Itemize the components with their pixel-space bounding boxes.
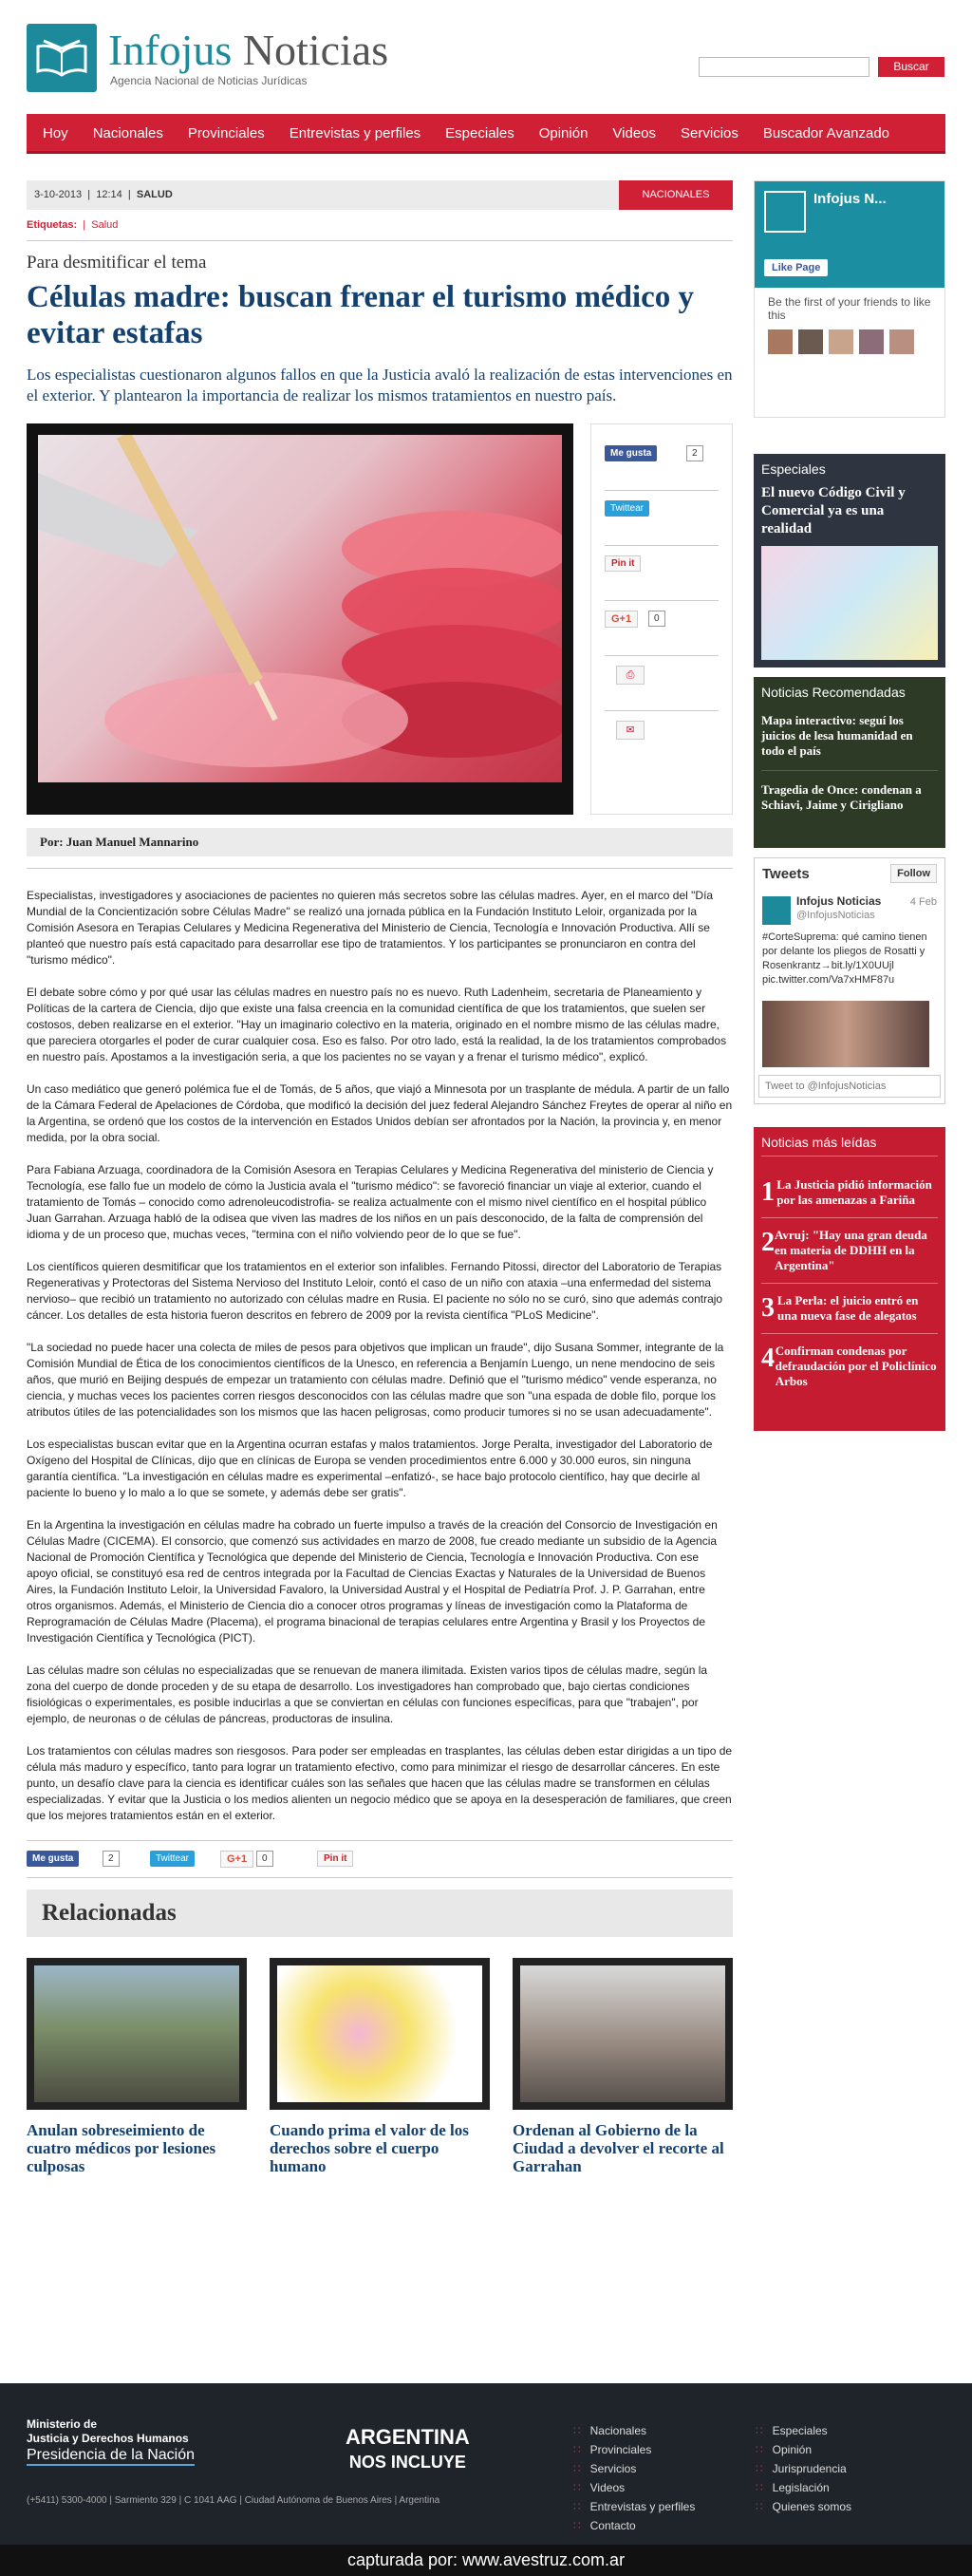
google-plus-button[interactable]: G+1: [220, 1851, 253, 1868]
site-footer: [0, 2383, 972, 2545]
paragraph: "La sociedad no puede hacer una colecta de miles de pesos para objetivos que implican un fraude", dijo Susana Sommer, integrante de la Comisión Mundial de Ética de los conocimientos científicos de la Unesco, en referencia a Benjamín Luengo, un nene mendocino de seis años, que murió en Beijing después de empezar un tratamiento con células madre. Definió que el "turismo médico" vende esperanza, no ciencia, y muchas veces los pacientes corren riesgos desconocidos con las células madre que son "una espada de doble filo, porque los atributos útiles de las potencialidades son los mismos que las hacen peligrosas, como producir tumores si no se usan adecuadamente".: [27, 1341, 724, 1419]
article-title: Células madre: buscan frenar el turismo médico y evitar estafas: [27, 280, 695, 350]
section-badge[interactable]: NACIONALES: [619, 180, 733, 210]
paragraph: Un caso mediático que generó polémica fue el de Tomás, de 5 años, que viajó a Minnesota por un trasplante de médula. A partir de un fallo de la Cámara Federal de Apelaciones de Córdoba, que modificó la decisión del juez federal Alejandro Sánchez Freytes de operar al niño en la Argentina, se ordenó que los costos de la intervención en Estados Unidos debían ser afrontados por la Nación, la provincia y, en menor medida, por la obra social.: [27, 1082, 733, 1144]
related-list: [27, 1958, 733, 2175]
nav-buscador[interactable]: Buscador Avanzado: [762, 125, 890, 141]
paragraph: Los tratamientos con células madres son riesgosos. Para poder ser empleadas en trasplantes, las células deben estar dirigidas a un tipo de célula más maduro y específico, tanto para lograr un tratamiento efectivo, como para minimizar el riesgo de desarrollar cánceres. En este punto, un desafío clave para la ciencia es identificar cuáles son las señales que hacen que las células madre se transformen en células especializadas. Y evitar que la Justicia o los medios alienten un negocio médico que se apoya en la desesperación de familiares, que creen que los mejores tratamientos están en el exterior.: [27, 1744, 733, 1822]
tweet-avatar[interactable]: [762, 896, 791, 925]
article-date: 3-10-2013: [34, 189, 83, 200]
article-body: [27, 888, 733, 1824]
pinterest-button[interactable]: Pin it: [317, 1851, 353, 1867]
like-page-button[interactable]: Like Page: [764, 259, 828, 276]
twitter-widget: Tweets Follow Infojus Noticias 4 Feb @InfojusNoticias #CorteSuprema: qué camino tienen por delante los pliegos de Rosatti y Rosenkrantz→bit.ly/1X0UUjl pic.twitter.com/Va7xHMF87u Tweet to @InfojusNoticias: [754, 857, 945, 1104]
nav-especiales[interactable]: Especiales: [445, 125, 514, 141]
tag-link[interactable]: Salud: [91, 219, 119, 231]
paragraph: En la Argentina la investigación en células madre ha cobrado un fuerte impulso a través de la creación del Consorcio de Investigación en Células Madre (CICEMA). El consorcio, que comenzó sus actividades en marzo de 2008, fue creado mediante un subsidio de la Agencia Nacional de Promoción Científica y Tecnológica que depende del Ministerio de Ciencia, Tecnología e Innovación Productiva. Con ese apoyo oficial, se constituyó esa red de centros integrada por la Facultad de Ciencias Exactas y Naturales de la Universidad de Buenos Aires, la Fundación Instituto Leloir, la Universidad Favaloro, la Universidad Austral y el Hospital de Pediatría Prof. J. P. Garrahan, entre otros organismos. Además, el Ministerio de Ciencia dio a conocer otros programas y líneas de investigación como la Plataforma de Reprogramación de Células Madre (Placema), el programa binacional de terapias celulares entre Argentina y Brasil y los Proyectos de Investigación Científica y Tecnológica (PICT).: [27, 1518, 718, 1645]
friend-avatar[interactable]: [798, 329, 823, 354]
fb-page-name[interactable]: Infojus N...: [813, 191, 887, 207]
nav-hoy[interactable]: Hoy: [43, 125, 68, 141]
page-avatar[interactable]: [764, 191, 806, 233]
plus-count: 0: [256, 1851, 273, 1867]
print-icon[interactable]: ⎙: [616, 666, 645, 685]
pipette-petri-image: [38, 435, 562, 782]
search-button[interactable]: Buscar: [878, 57, 944, 77]
like-count: 2: [103, 1851, 120, 1867]
site-title[interactable]: Infojus Noticias: [108, 26, 389, 74]
most-read-item[interactable]: 1 La Justicia pidió información por las amenazas a Fariña: [761, 1168, 938, 1218]
paragraph: Para Fabiana Arzuaga, coordinadora de la Comisión Asesora en Terapias Celulares y Medicina Regenerativa del ministerio de Ciencia y Tecnología, ese fallo fue un modelo de cómo la Justicia avala el "turismo médico": se favoreció financiar un viaje al exterior, cuando el tratamiento de Tomás – conocido como adrenoleucodistrofia- se realiza actualmente con el mismo nivel científico en el hospital público Juan Garrahan. Arzuaga habló de la odisea que viven las madres de los niños en un país desconocido, de la falta de comprensión del idioma y de un proceso que, muchas veces, "termina con el niño volviendo peor de lo que se fue".: [27, 1163, 714, 1241]
paragraph: Los científicos quieren desmitificar que los tratamientos en el exterior son infalibles. Fernando Pitossi, director del Laboratorio de Terapias Regenerativas y Protectoras del Sistema Nervioso del Instituto Leloir, contó el caso de un niño con ataxia –una enfermedad del sistema nervioso– que recibió un tratamiento no autorizado con células madre en Rusia. El paciente no sólo no se curó, sino que además contrajo cáncer. Los detalles de esta historia fueron descritos en febrero de 2009 por la revista científica "PLoS Medicine".: [27, 1260, 723, 1322]
footer-links-2: ∷ Especiales ∷ Opinión ∷ Jurisprudencia ∷ Legislación ∷ Quienes somos: [756, 2421, 851, 2516]
friend-avatar[interactable]: [859, 329, 884, 354]
nav-provinciales[interactable]: Provinciales: [187, 125, 265, 141]
article-photo: [27, 423, 573, 815]
especiales-box[interactable]: Especiales El nuevo Código Civil y Comercial ya es una realidad: [754, 454, 945, 668]
especiales-image[interactable]: [761, 546, 938, 660]
article-kicker: Para desmitificar el tema: [27, 253, 207, 273]
paragraph: Las células madre son células no especializadas que se renuevan de manera ilimitada. Existen varios tipos de células madre, según la zona del cuerpo de donde proceden y de su etapa de desarrollo. Los investigadores han comprobado que, bajo ciertas condiciones fisiológicas o experimentales, es posible inducirlas a que se conviertan en células con funciones específicas, para que "trabajen", por ejemplo, de neuronas o de células de páncreas, productoras de insulina.: [27, 1664, 708, 1725]
nav-videos[interactable]: Videos: [612, 125, 657, 141]
sidebar: [754, 180, 945, 1431]
friend-avatar[interactable]: [768, 329, 793, 354]
nav-nacionales[interactable]: Nacionales: [92, 125, 163, 141]
follow-button[interactable]: Follow: [890, 864, 937, 883]
related-item[interactable]: Cuando prima el valor de los derechos sobre el cuerpo humano: [270, 1958, 490, 2175]
paragraph: El debate sobre cómo y por qué usar las células madres en nuestro país no es nuevo. Ruth Ladenheim, secretaria de Planeamiento y Políticas de la cartera de Ciencia, dijo que existe una falsa creencia en la comunidad científica de que los tratamientos, que suelen ser costosos, deben realizarse en el exterior. "Hay un imaginario colectivo en la materia, originado en el nombre mismo de las células madre, que pareciera otorgarles el poder de curar cualquier cosa. Eso es falso. Por otro lado, está la realidad, la de los tratamientos comprobados en nuestro país. Apostamos a la investigación seria, a que los pacientes no se vayan y a frenar el turismo médico", explicó.: [27, 986, 727, 1063]
tweet-button[interactable]: Twittear: [150, 1851, 195, 1867]
facebook-widget: [754, 180, 945, 418]
nav-servicios[interactable]: Servicios: [681, 125, 738, 141]
nav-entrevistas[interactable]: Entrevistas y perfiles: [289, 125, 421, 141]
logo[interactable]: [27, 24, 97, 92]
ministry-logo[interactable]: Ministerio de Justicia y Derechos Humanos Presidencia de la Nación: [27, 2417, 195, 2466]
recommended-item[interactable]: Mapa interactivo: seguí los juicios de lesa humanidad en todo el país: [761, 713, 938, 771]
share-bar-bottom: [27, 1840, 733, 1878]
article-time: 12:14: [96, 189, 122, 200]
search-input[interactable]: [699, 57, 869, 77]
footer-links-1: ∷ Nacionales ∷ Provinciales ∷ Servicios ∷ Videos ∷ Entrevistas y perfiles ∷ Contacto: [573, 2421, 695, 2535]
capture-credit: capturada por: www.avestruz.com.ar: [0, 2545, 972, 2576]
fb-friends: Be the first of your friends to like this: [768, 295, 931, 322]
tweet-image[interactable]: [762, 1001, 929, 1067]
main-nav: [27, 114, 945, 154]
article-meta: 3-10-2013 | 12:14 | SALUD NACIONALES: [27, 180, 733, 210]
most-read-item[interactable]: 2 Avruj: "Hay una gran deuda en materia de DDHH en la Argentina": [761, 1218, 938, 1284]
like-count: 2: [686, 445, 703, 461]
recommended-item[interactable]: Tragedia de Once: condenan a Schiavi, Jaime y Cirigliano: [761, 782, 922, 812]
tweet-text: #CorteSuprema: qué camino tienen por delante los pliegos de Rosatti y Rosenkrantz→bit.ly/1X0UUjl pic.twitter.com/Va7xHMF87u: [762, 931, 927, 986]
related-image[interactable]: [27, 1958, 247, 2110]
byline: Por: Juan Manuel Mannarino: [27, 828, 733, 856]
argentina-nos-incluye-logo: ARGENTINA NOS INCLUYE: [346, 2425, 470, 2472]
tweet-button[interactable]: Twittear: [605, 500, 649, 517]
related-image[interactable]: [513, 1958, 733, 2110]
most-read-item[interactable]: 4 Confirman condenas por defraudación por el Policlínico Arbos: [761, 1344, 937, 1388]
most-read-box: Noticias más leídas 1 La Justicia pidió información por las amenazas a Fariña 2 Avruj: "Hay una gran deuda en materia de DDHH en la Argentina" 3 La Perla: el juicio entró en una nueva fase de alegatos 4 Confirman condenas por defraudación por el Policlínico Arbos: [754, 1127, 945, 1431]
friend-avatar[interactable]: [889, 329, 914, 354]
google-plus-button[interactable]: G+1: [605, 611, 638, 628]
paragraph: Especialistas, investigadores y asociaciones de pacientes no quieren más secretos sobre las células madres. Ayer, en el marco del "Día Mundial de la Concientización sobre Células Madre" se realizó una jornada pública en la Fundación Instituto Leloir, organizada por la Comisión Asesora en Terapias Celulares y Medicina Regenerativa del Ministerio de Ciencia, Tecnología e Innovación Productiva. Allí se planteó que nuestro país está capacitado para desarrollar ese tipo de tratamientos. Y los participantes se pronunciaron en contra del "turismo médico".: [27, 889, 714, 967]
email-icon[interactable]: ✉: [616, 721, 645, 740]
article-lead: Los especialistas cuestionaron algunos fallos en que la Justicia avaló la realización de estas intervenciones en el exterior. Y plantearon la importancia de realizar los mismos tratamientos en nuestro país.: [27, 366, 733, 404]
most-read-item[interactable]: 3 La Perla: el juicio entró en una nueva fase de alegatos: [761, 1284, 938, 1334]
friend-avatar[interactable]: [829, 329, 853, 354]
book-logo-icon: [36, 37, 87, 79]
site-header: [27, 0, 945, 104]
nav-opinion[interactable]: Opinión: [538, 125, 589, 141]
article: [27, 180, 733, 2175]
related-heading: Relacionadas: [27, 1890, 733, 1937]
related-image[interactable]: [270, 1958, 490, 2110]
tweet-reply-input[interactable]: Tweet to @InfojusNoticias: [758, 1075, 941, 1098]
share-panel: [590, 423, 733, 815]
facebook-like-button[interactable]: Me gusta: [605, 445, 657, 461]
recommended-box: Noticias Recomendadas Mapa interactivo: seguí los juicios de lesa humanidad en todo el país Tragedia de Once: condenan a Schiavi, Jaime y Cirigliano: [754, 677, 945, 848]
footer-address: (+5411) 5300-4000 | Sarmiento 329 | C 1041 AAG | Ciudad Autónoma de Buenos Aires | Argentina: [27, 2495, 440, 2506]
tags: Etiquetas: | Salud: [27, 219, 119, 231]
related-item[interactable]: Ordenan al Gobierno de la Ciudad a devolver el recorte al Garrahan: [513, 1958, 733, 2175]
related-item[interactable]: Anulan sobreseimiento de cuatro médicos por lesiones culposas: [27, 1958, 247, 2175]
pinterest-button[interactable]: Pin it: [605, 555, 641, 572]
facebook-like-button[interactable]: Me gusta: [27, 1851, 79, 1867]
paragraph: Los especialistas buscan evitar que en la Argentina ocurran estafas y malos tratamientos. Jorge Peralta, investigador del Laboratorio de Oxígeno del Hospital de Clínicas, dijo que en clínicas de Europa se venden procedimientos entre 6.000 y 30.000 euros, sin ninguna garantía científica. "La investigación en células madre es experimental –enfatizó-, se hace bajo protocolo científico, hay que decirle al paciente lo bueno y lo malo a lo que se somete, y además debe ser gratis".: [27, 1438, 713, 1499]
plus-count: 0: [648, 611, 665, 627]
site-tagline: Agencia Nacional de Noticias Jurídicas: [110, 74, 308, 87]
article-category: SALUD: [136, 189, 173, 200]
